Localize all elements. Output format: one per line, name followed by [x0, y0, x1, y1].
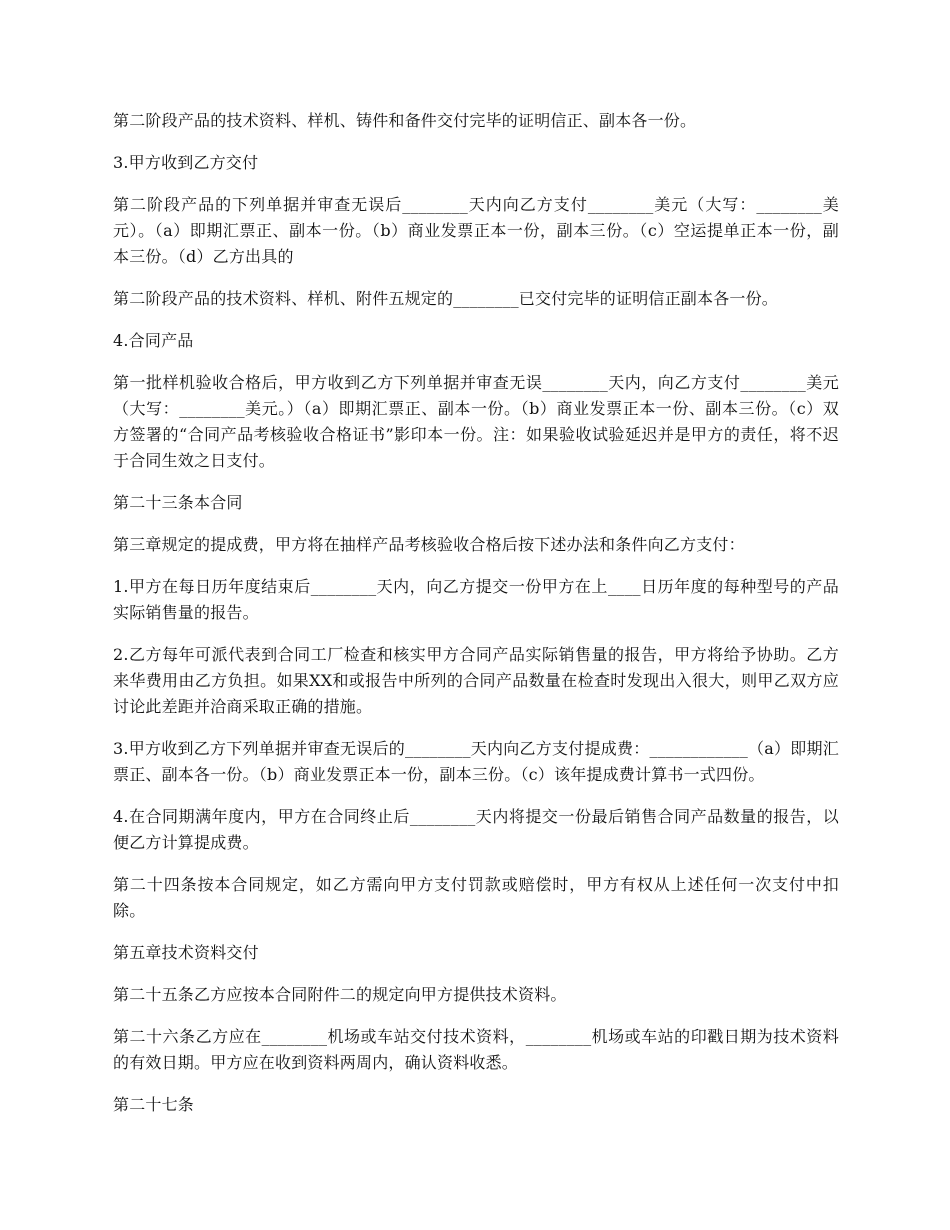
paragraph: 第二阶段产品的技术资料、样机、附件五规定的________已交付完毕的证明信正副本各一份。	[113, 289, 779, 308]
paragraph: 第一批样机验收合格后，甲方收到乙方下列单据并审查无误________天内，向乙方支付________美元（大写：________美元。）（a）即期汇票正、副本一份。（b）商业发票正本一份、副本三份。（c）双方签署的“合同产品考核验收合格证书”影印本一份。注：如果验收试验延迟并是甲方的责任，将不迟于合同生效之日支付。	[113, 373, 839, 470]
document-page	[113, 108, 839, 1134]
paragraph: 2.乙方每年可派代表到合同工厂检查和核实甲方合同产品实际销售量的报告，甲方将给予协助。乙方来华费用由乙方负担。如果XX和或报告中所列的合同产品数量在检查时发现出入很大，则甲乙双方应讨论此差距并洽商采取正确的措施。	[113, 645, 839, 716]
section-heading: 4.合同产品	[113, 331, 194, 350]
article-paragraph: 第二十五条乙方应按本合同附件二的规定向甲方提供技术资料。	[113, 985, 567, 1004]
paragraph: 第三章规定的提成费，甲方将在抽样产品考核验收合格后按下述办法和条件向乙方支付：	[113, 535, 745, 554]
section-heading: 3.甲方收到乙方交付	[113, 153, 259, 172]
article-heading: 第二十七条	[113, 1095, 195, 1114]
chapter-heading: 第五章技术资料交付	[113, 943, 259, 962]
paragraph: 1.甲方在每日历年度结束后________天内，向乙方提交一份甲方在上____日历年度的每种型号的产品实际销售量的报告。	[113, 577, 839, 622]
paragraph: 第二阶段产品的下列单据并审查无误后________天内向乙方支付________美元（大写：________美元）。（a）即期汇票正、副本一份。（b）商业发票正本一份，副本三份。（c）空运提单正本一份，副本三份。（d）乙方出具的	[113, 195, 839, 266]
article-heading: 第二十三条本合同	[113, 493, 243, 512]
paragraph: 3.甲方收到乙方下列单据并审查无误后的________天内向乙方支付提成费：____________（a）即期汇票正、副本各一份。（b）商业发票正本一份，副本三份。（c）该年提成费计算书一式四份。	[113, 739, 839, 784]
paragraph: 第二阶段产品的技术资料、样机、铸件和备件交付完毕的证明信正、副本各一份。	[113, 111, 697, 130]
article-paragraph: 第二十四条按本合同规定，如乙方需向甲方支付罚款或赔偿时，甲方有权从上述任何一次支付中扣除。	[113, 875, 839, 920]
paragraph: 4.在合同期满年度内，甲方在合同终止后________天内将提交一份最后销售合同产品数量的报告，以便乙方计算提成费。	[113, 807, 839, 852]
article-paragraph: 第二十六条乙方应在________机场或车站交付技术资料，________机场或车站的印戳日期为技术资料的有效日期。甲方应在收到资料两周内，确认资料收悉。	[113, 1027, 839, 1072]
